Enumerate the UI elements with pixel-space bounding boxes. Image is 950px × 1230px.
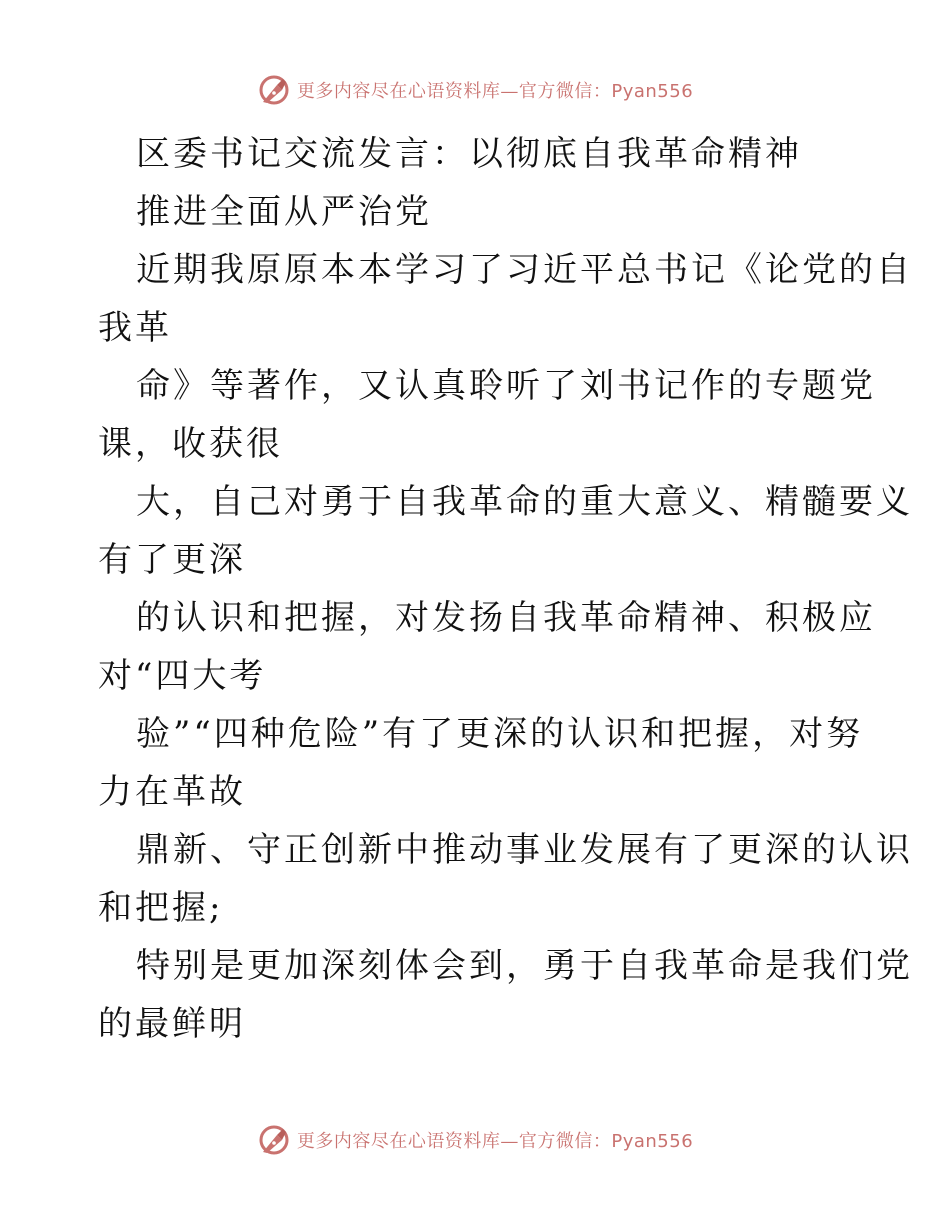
text-line: 和把握; (98, 888, 224, 928)
text-line: 力在革故 (98, 772, 246, 812)
watermark-text: 更多内容尽在心语资料库—官方微信：Pyan556 (296, 81, 694, 102)
header-watermark (0, 70, 950, 110)
text-line: 特别是更加深刻体会到，勇于自我革命是我们党 (136, 946, 913, 986)
text-line: 验”“四种危险”有了更深的认识和把握，对努 (136, 714, 864, 754)
text-line: 我革 (98, 308, 172, 348)
document-body (98, 125, 913, 1053)
text-line: 大，自己对勇于自我革命的重大意义、精髓要义 (136, 482, 913, 522)
text-line: 课，收获很 (98, 424, 283, 464)
text-line: 近期我原原本本学习了习近平总书记《论党的自 (136, 250, 913, 290)
text-line: 的最鲜明 (98, 1004, 246, 1044)
text-line: 的认识和把握，对发扬自我革命精神、积极应 (136, 598, 876, 638)
text-line: 区委书记交流发言：以彻底自我革命精神 (136, 134, 802, 174)
text-line: 推进全面从严治党 (136, 192, 432, 232)
pen-nib-logo-icon (257, 73, 291, 107)
text-line: 命》等著作，又认真聆听了刘书记作的专题党 (136, 366, 876, 406)
text-line: 对“四大考 (98, 656, 267, 696)
footer-watermark (0, 1120, 950, 1160)
text-line: 鼎新、守正创新中推动事业发展有了更深的认识 (136, 830, 913, 870)
pen-nib-logo-icon (257, 1123, 291, 1157)
text-line: 有了更深 (98, 540, 246, 580)
watermark-text: 更多内容尽在心语资料库—官方微信：Pyan556 (296, 1131, 694, 1152)
